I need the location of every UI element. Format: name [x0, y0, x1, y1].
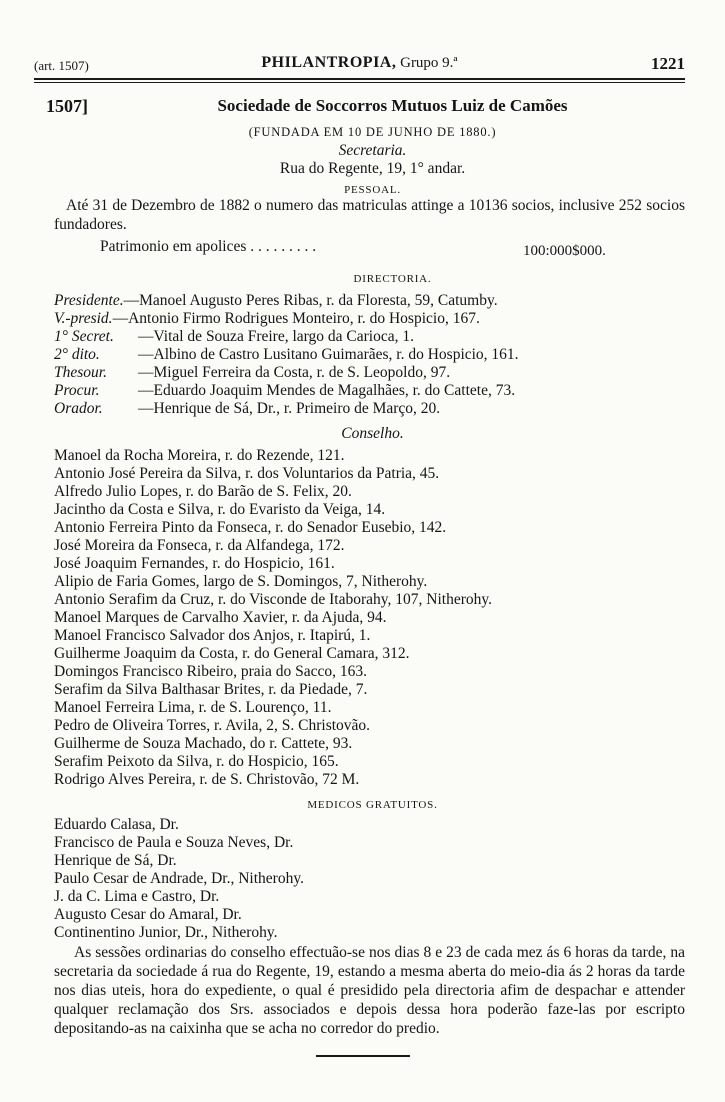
council-member: Antonio Ferreira Pinto da Fonseca, r. do Senador Eusebio, 142.: [54, 519, 447, 536]
council-member: Manoel Ferreira Lima, r. de S. Lourenço, 11.: [54, 699, 332, 716]
assets-label: Patrimonio em apolices . . . . . . . . .: [100, 238, 317, 255]
directorate-row: [54, 364, 450, 382]
council-member: José Joaquim Fernandes, r. do Hospicio, 161.: [54, 555, 335, 572]
doctors-heading: MEDICOS GRATUITOS.: [307, 799, 438, 811]
doctor-name: Henrique de Sá, Dr.: [54, 852, 177, 869]
entry-number: 1507]: [46, 96, 88, 116]
staff-heading: PESSOAL.: [344, 184, 401, 196]
sessions-paragraph: As sessões ordinarias do conselho effectuão-se nos dias 8 e 23 de cada mez ás 6 horas da tarde, na secretaria da sociedade á rua do Regente, 19, estando a mesma aberta do meio-dia ás 2 horas da tarde nos dias uteis, hora do expediente, o qual é presidido pela directoria afim de despachar e attender qualquer reclamação dos Srs. associados e depois dessa hora poderão faze-las por escripto depositando-as na caixinha que se acha no corredor do predio.: [54, 944, 685, 1037]
header-rule: [34, 78, 685, 80]
directorate-row: [54, 400, 440, 418]
council-member: Alipio de Faria Gomes, largo de S. Domingos, 7, Nitherohy.: [54, 573, 428, 590]
member-entry: —Eduardo Joaquim Mendes de Magalhães, r. do Cattete, 73.: [138, 382, 516, 399]
assets-value: 100:000$000.: [523, 243, 606, 259]
directorate-row: [54, 382, 515, 400]
role-label: Orador.: [54, 400, 103, 417]
running-header: [34, 52, 685, 78]
directorate-row: [54, 346, 519, 364]
directorate-row: [54, 328, 414, 346]
council-member: Guilherme Joaquim da Costa, r. do General Camara, 312.: [54, 645, 410, 662]
council-heading: Conselho.: [341, 425, 404, 442]
member-entry: —Miguel Ferreira da Costa, r. de S. Leopoldo, 97.: [138, 364, 451, 381]
council-member: Manoel Francisco Salvador dos Anjos, r. Itapirú, 1.: [54, 627, 371, 644]
member-entry: —Henrique de Sá, Dr., r. Primeiro de Março, 20.: [138, 400, 441, 417]
header-rule-thin: [34, 82, 685, 83]
doctor-name: Continentino Junior, Dr., Nitherohy.: [54, 924, 278, 941]
council-member: Manoel da Rocha Moreira, r. do Rezende, 121.: [54, 447, 345, 464]
role-label: V.-presid.: [54, 310, 113, 327]
role-label: 1° Secret.: [54, 328, 114, 345]
council-member: Antonio Serafim da Cruz, r. do Visconde de Itaborahy, 107, Nitherohy.: [54, 591, 492, 608]
doctor-name: Paulo Cesar de Andrade, Dr., Nitherohy.: [54, 870, 304, 887]
council-member: Rodrigo Alves Pereira, r. de S. Christovão, 72 M.: [54, 771, 360, 788]
end-rule: [0, 1055, 725, 1057]
doctor-name: Francisco de Paula e Souza Neves, Dr.: [54, 834, 294, 851]
directorate-row: [54, 292, 498, 310]
member-entry: —Vital de Souza Freire, largo da Carioca, 1.: [138, 328, 414, 345]
header-title-text: PHILANTROPIA,: [261, 54, 397, 71]
council-member: Domingos Francisco Ribeiro, praia do Sacco, 163.: [54, 663, 367, 680]
doctor-name: J. da C. Lima e Castro, Dr.: [54, 888, 220, 905]
founding-date: (FUNDADA EM 10 DE JUNHO DE 1880.): [248, 125, 497, 139]
role-label: Procur.: [54, 382, 100, 399]
society-name: Sociedade de Soccorros Mutuos Luiz de Camões: [217, 96, 568, 115]
role-label: 2° dito.: [54, 346, 100, 363]
council-member: Serafim da Silva Balthasar Brites, r. da Piedade, 7.: [54, 681, 368, 698]
doctor-name: Eduardo Calasa, Dr.: [54, 816, 179, 833]
office-label: Secretaria.: [338, 142, 407, 159]
directorate-row: [54, 310, 480, 328]
council-member: Pedro de Oliveira Torres, r. Avila, 2, S. Christovão.: [54, 717, 371, 734]
directorate-heading: DIRECTORIA.: [353, 273, 432, 285]
council-member: José Moreira da Fonseca, r. da Alfandega, 172.: [54, 537, 345, 554]
office-address: Rua do Regente, 19, 1° andar.: [279, 160, 466, 177]
council-member: Jacintho da Costa e Silva, r. do Evaristo da Veiga, 14.: [54, 501, 386, 518]
article-ref: (art. 1507): [34, 58, 89, 73]
member-entry: —Antonio Firmo Rodrigues Monteiro, r. do Hospicio, 167.: [112, 310, 480, 327]
enrolment-paragraph: Até 31 de Dezembro de 1882 o numero das matriculas attinge a 10136 socios, inclusive 252 socios fundadores.: [54, 197, 685, 233]
council-member: Serafim Peixoto da Silva, r. do Hospicio, 165.: [54, 753, 339, 770]
doctor-name: Augusto Cesar do Amaral, Dr.: [54, 906, 242, 923]
council-member: Antonio José Pereira da Silva, r. dos Voluntarios da Patria, 45.: [54, 465, 440, 482]
council-member: Manoel Marques de Carvalho Xavier, r. da Ajuda, 94.: [54, 609, 387, 626]
header-group: Grupo 9.ª: [400, 55, 458, 71]
member-entry: —Manoel Augusto Peres Ribas, r. da Floresta, 59, Catumby.: [123, 292, 498, 309]
page-number: 1221: [651, 54, 685, 73]
member-entry: —Albino de Castro Lusitano Guimarães, r. do Hospicio, 161.: [138, 346, 519, 363]
header-title: [34, 54, 685, 72]
council-member: Alfredo Julio Lopes, r. do Barão de S. Felix, 20.: [54, 483, 352, 500]
council-member: Guilherme de Souza Machado, do r. Cattete, 93.: [54, 735, 353, 752]
role-label: Presidente.: [54, 292, 124, 309]
role-label: Thesour.: [54, 364, 107, 381]
